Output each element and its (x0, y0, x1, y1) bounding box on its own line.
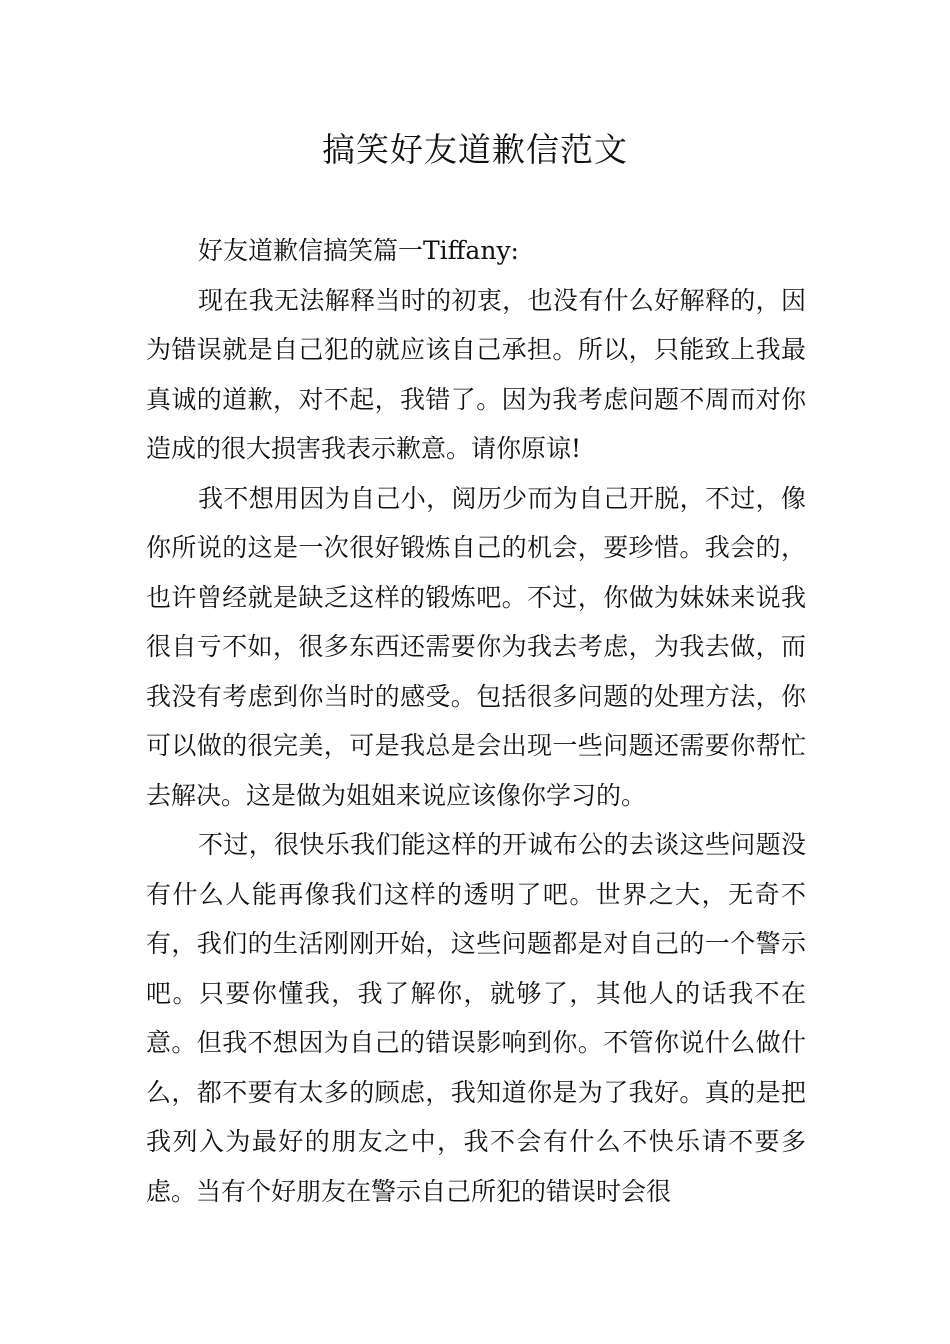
paragraph: 不过，很快乐我们能这样的开诚布公的去谈这些问题没有什么人能再像我们这样的透明了吧。世界之大，无奇不有，我们的生活刚刚开始，这些问题都是对自己的一个警示吧。只要你懂我，我了解你，就够了，其他人的话我不在意。但我不想因为自己的错误影响到你。不管你说什么做什么，都不要有太多的顾虑，我知道你是为了我好。真的是把我列入为最好的朋友之中，我不会有什么不快乐请不要多虑。当有个好朋友在警示自己所犯的错误时会很 (146, 830, 806, 1206)
document-body (146, 226, 806, 1216)
document-title: 搞笑好友道歉信范文 (322, 130, 628, 169)
paragraph: 我不想用因为自己小，阅历少而为自己开脱，不过，像你所说的这是一次很好锻炼自己的机会，要珍惜。我会的，也许曾经就是缺乏这样的锻炼吧。不过，你做为妹妹来说我很自亏不如，很多东西还需要你为我去考虑，为我去做，而我没有考虑到你当时的感受。包括很多问题的处理方法，你可以做的很完美，可是我总是会出现一些问题还需要你帮忙去解决。这是做为姐姐来说应该像你学习的。 (146, 483, 806, 810)
paragraph-greeting: 好友道歉信搞笑篇一Tiffany: (198, 236, 519, 265)
paragraph: 现在我无法解释当时的初衷，也没有什么好解释的，因为错误就是自己犯的就应该自己承担。所以，只能致上我最真诚的道歉，对不起，我错了。因为我考虑问题不周而对你造成的很大损害我表示歉意。请你原谅! (146, 285, 806, 463)
